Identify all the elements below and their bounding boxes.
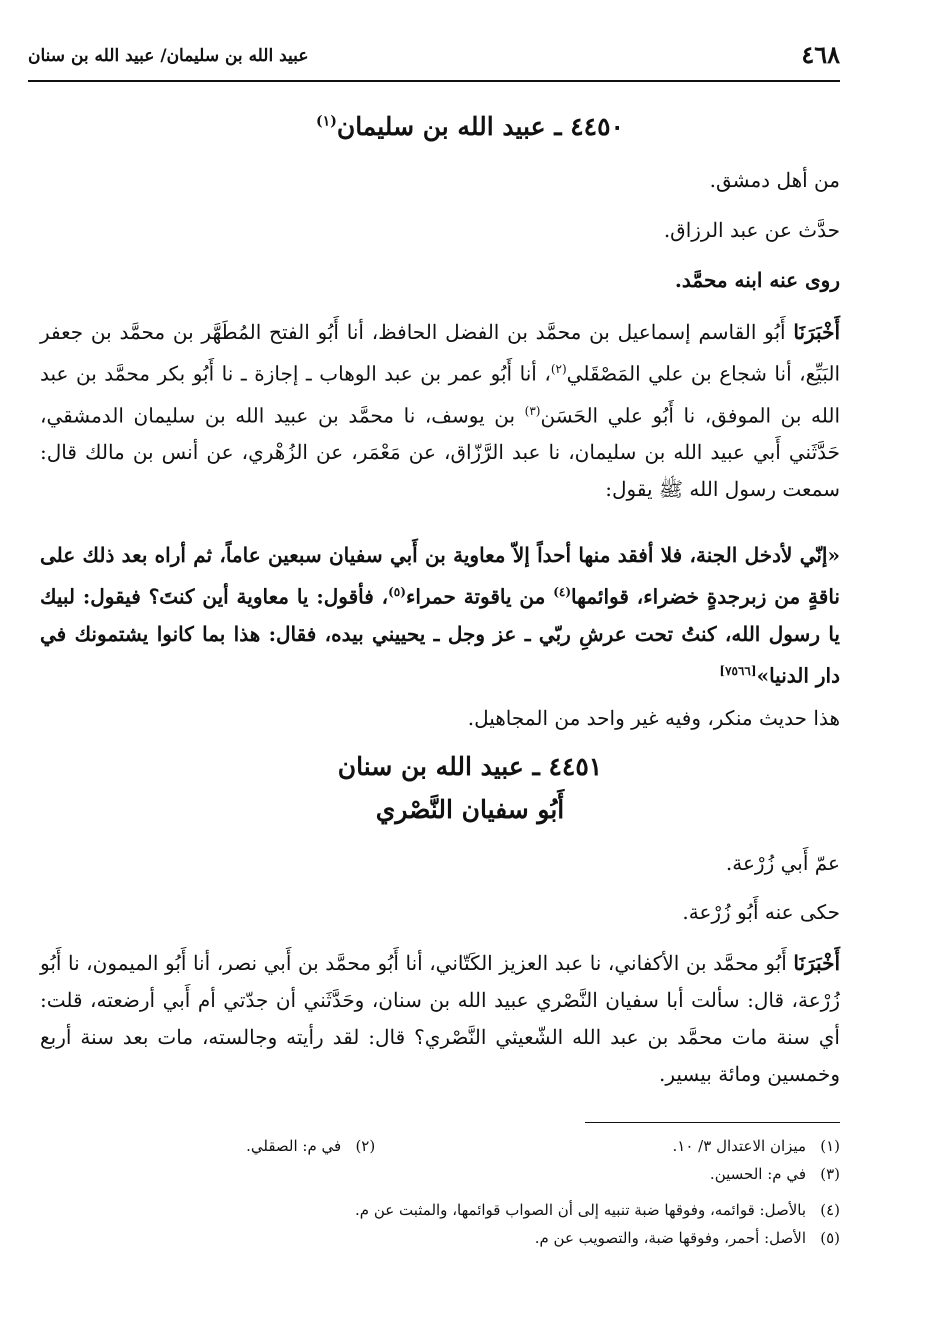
footnote-number: (٤) (820, 1201, 840, 1219)
footnote-text: في م: الصقلي. (246, 1137, 342, 1155)
footnote-number: (٣) (820, 1165, 840, 1183)
hadith-paragraph (40, 537, 840, 694)
comment-line: هذا حديث منكر، وفيه غير واحد من المجاهيل. (467, 706, 840, 730)
footnote-number: (٢) (355, 1137, 376, 1155)
footnote-ref: (٤) (553, 585, 572, 599)
page-number: ٤٦٨ (801, 40, 840, 69)
footnote-rule (585, 1122, 840, 1123)
text-line: عمّ أَبي زُرْعة. (725, 851, 840, 875)
footnote-ref: (٣) (524, 403, 541, 418)
footnote-text: ميزان الاعتدال ٣/ ١٠. (672, 1137, 806, 1155)
isnad-lead: أَخْبَرَنَا (793, 320, 840, 344)
entry-title: ٤٤٥١ ـ عبيد الله بن سنان (337, 752, 603, 781)
footnote-row (40, 1162, 840, 1186)
isnad-paragraph (40, 945, 840, 1093)
isnad-text: بن يوسف، نا محمَّد بن عبيد الله بن سليمان الدمشقي، حَدَّثَني أَبي عبيد الله بن سليمان، نا عبد الرَّزّاق، عن مَعْمَر، عن الزُهْري، عن أنس بن مالك قال: سمعت رسول الله ﷺ يقول: (40, 403, 840, 502)
footnote-row (40, 1198, 840, 1222)
footnote-text: بالأصل: قوائمه، وفوقها ضبة تنبيه إلى أن الصواب قوائمها، والمثبت عن م. (355, 1201, 806, 1219)
footnote-ref: (١) (316, 113, 337, 130)
footnote-ref: (٥) (388, 585, 406, 599)
hadith-text: «إنّي لأدخل الجنة، فلا أفقد منها أحداً إلاّ معاوية بن أَبي سفيان سبعين عاماً، ثم أراه بعد ذلك على ناقةٍ من زبرجدةٍ خضراء، قوائمها (40, 543, 840, 609)
running-title: عبيد الله بن سليمان/ عبيد الله بن سنان (28, 46, 309, 66)
page-header (28, 40, 840, 76)
footnote-number: (١) (820, 1137, 840, 1155)
hadith-text: من ياقوتة حمراء (405, 584, 554, 609)
text-line: روى عنه ابنه محمَّد. (674, 268, 840, 292)
footnote-text: في م: الحسين. (709, 1165, 806, 1183)
header-rule (28, 80, 840, 82)
footnote-text: الأصل: أحمر، وفوقها ضبة، والتصويب عن م. (534, 1229, 806, 1247)
isnad-text: أَبُو محمَّد بن الأكفاني، نا عبد العزيز الكَتّاني، أنا أَبُو محمَّد بن أَبي نصر، أنا أَبُو الميمون، نا أَبُو زُرْعة، قال: سألت أبا سفيان النَّصْري عبيد الله بن سنان، وحَدَّثَني أن جدّتي أم أَبي أرضعته، قلت: أي سنة مات محمَّد بن عبد الله الشّعيثي النَّصْري؟ قال: لقد رأيته وجالسته، مات بعد سنة أربع وخمسين ومائة بيسير. (40, 951, 840, 1086)
isnad-text: أَبُو القاسم إسماعيل بن محمَّد بن الفضل الحافظ، أنا أَبُو الفتح المُطَهَّر بن محمَّد بن جعفر البَيِّع، أنا شجاع بن علي المَصْقَلي (40, 320, 840, 386)
footnote-ref: (٢) (550, 362, 567, 376)
hadith-reference: [٧٥٦٦] (719, 663, 757, 678)
footnote-row (40, 1134, 840, 1158)
isnad-text: ، أنا أَبُو عمر بن عبد الوهاب ـ إجازة ـ نا أَبُو بكر محمَّد بن عبد الله بن الموفق، نا أَبُو علي الحَسَن (40, 361, 840, 428)
footnote-number: (٥) (820, 1229, 840, 1247)
hadith-text: ، فأقول: يا معاوية أين كنتَ؟ فيقول: لبيك يا رسول الله، كنتُ تحت عرشِ ربّي ـ عز وجل ـ يحييني بيده، فقال: هذا بما كانوا يشتمونك في دار الدنيا» (40, 584, 840, 688)
entry-title-text: ٤٤٥٠ ـ عبيد الله بن سليمان (336, 112, 624, 141)
entry-title (0, 112, 940, 141)
text-line: حدَّث عن عبد الرزاق. (663, 218, 840, 242)
text-line: حكى عنه أَبُو زُرْعة. (682, 900, 840, 924)
text-line: من أهل دمشق. (709, 168, 840, 192)
isnad-lead: أَخْبَرَنَا (793, 951, 840, 975)
isnad-paragraph (40, 314, 840, 508)
entry-subtitle: أَبُو سفيان النَّصْري (375, 795, 565, 824)
footnote-row (40, 1226, 840, 1250)
